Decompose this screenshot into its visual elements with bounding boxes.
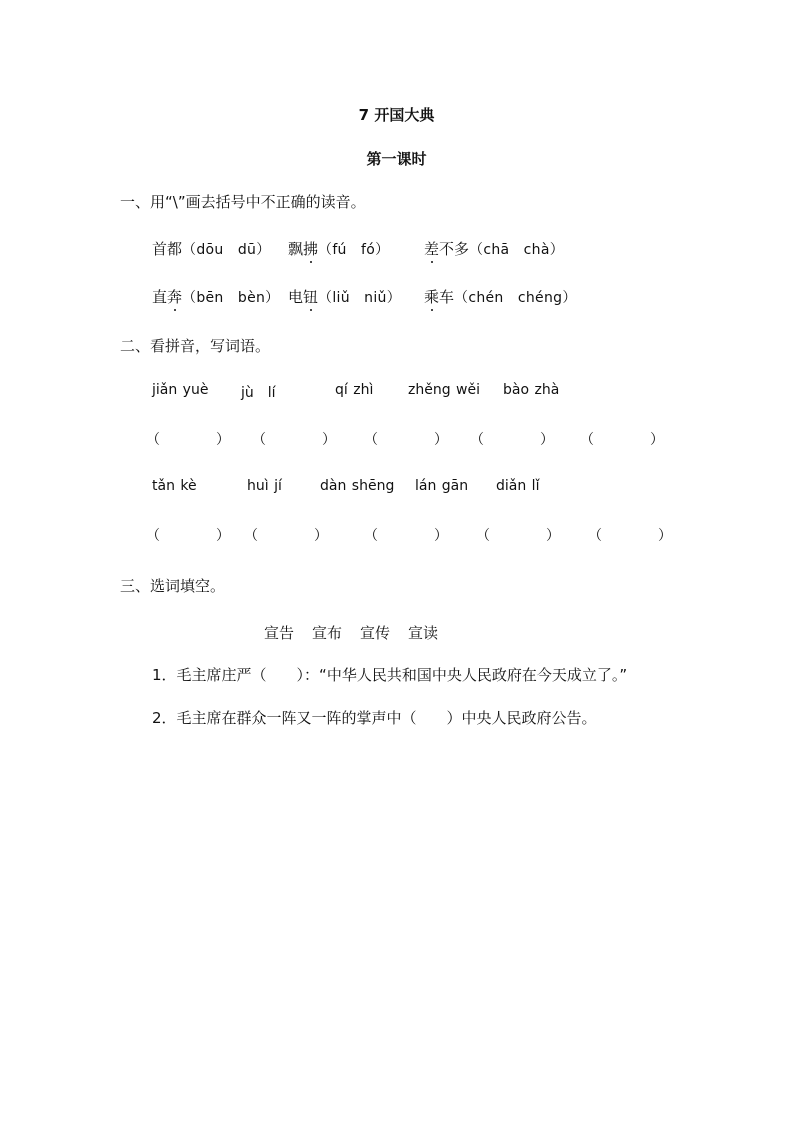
page-subtitle: 第一课时 <box>366 150 427 168</box>
answer-blank[interactable]: （ ） <box>470 432 554 448</box>
word-option: 宣读 <box>408 624 439 642</box>
word-option: 宣传 <box>360 624 391 642</box>
pronunciation-item: 电钮（liǔ niǔ） <box>288 288 402 306</box>
pinyin-word: jiǎn yuè <box>152 382 209 398</box>
section1-heading: 一、用“\”画去括号中不正确的读音。 <box>120 193 366 211</box>
pinyin-word: bào zhà <box>503 382 560 398</box>
pronunciation-item: 差不多（chā chà） <box>424 240 565 258</box>
pronunciation-item: 乘车（chén chéng） <box>424 288 577 306</box>
word-option: 宣告 <box>264 624 295 642</box>
pronunciation-item: 直奔（bēn bèn） <box>152 288 280 306</box>
word-option: 宣布 <box>312 624 343 642</box>
section3-heading: 三、选词填空。 <box>120 577 226 595</box>
page-title: 7 开国大典 <box>358 106 435 124</box>
question-2: 2．毛主席在群众一阵又一阵的掌声中（ ）中央人民政府公告。 <box>152 709 597 727</box>
pinyin-word: tǎn kè <box>152 478 197 494</box>
answer-blank[interactable]: （ ） <box>364 432 448 448</box>
pronunciation-item: 首都（dōu dū） <box>152 240 271 258</box>
answer-blank[interactable]: （ ） <box>364 528 448 544</box>
answer-blank[interactable]: （ ） <box>244 528 328 544</box>
pinyin-word: lán gān <box>415 478 469 494</box>
answer-blank[interactable]: （ ） <box>146 432 230 448</box>
pronunciation-item: 飘拂（fú fó） <box>288 240 390 258</box>
answer-blank[interactable]: （ ） <box>252 432 336 448</box>
pinyin-word: diǎn lǐ <box>496 478 540 494</box>
question-1: 1．毛主席庄严（ ）：“中华人民共和国中央人民政府在今天成立了。” <box>152 666 628 684</box>
section2-heading: 二、看拼音，写词语。 <box>120 337 271 355</box>
pinyin-word: huì jí <box>247 478 282 494</box>
pinyin-word: dàn shēng <box>320 478 395 494</box>
pinyin-word: zhěng wěi <box>408 382 480 398</box>
answer-blank[interactable]: （ ） <box>588 528 672 544</box>
answer-blank[interactable]: （ ） <box>580 432 664 448</box>
pinyin-word: jù lí <box>241 385 276 401</box>
answer-blank[interactable]: （ ） <box>146 528 230 544</box>
answer-blank[interactable]: （ ） <box>476 528 560 544</box>
pinyin-word: qí zhì <box>335 382 374 398</box>
